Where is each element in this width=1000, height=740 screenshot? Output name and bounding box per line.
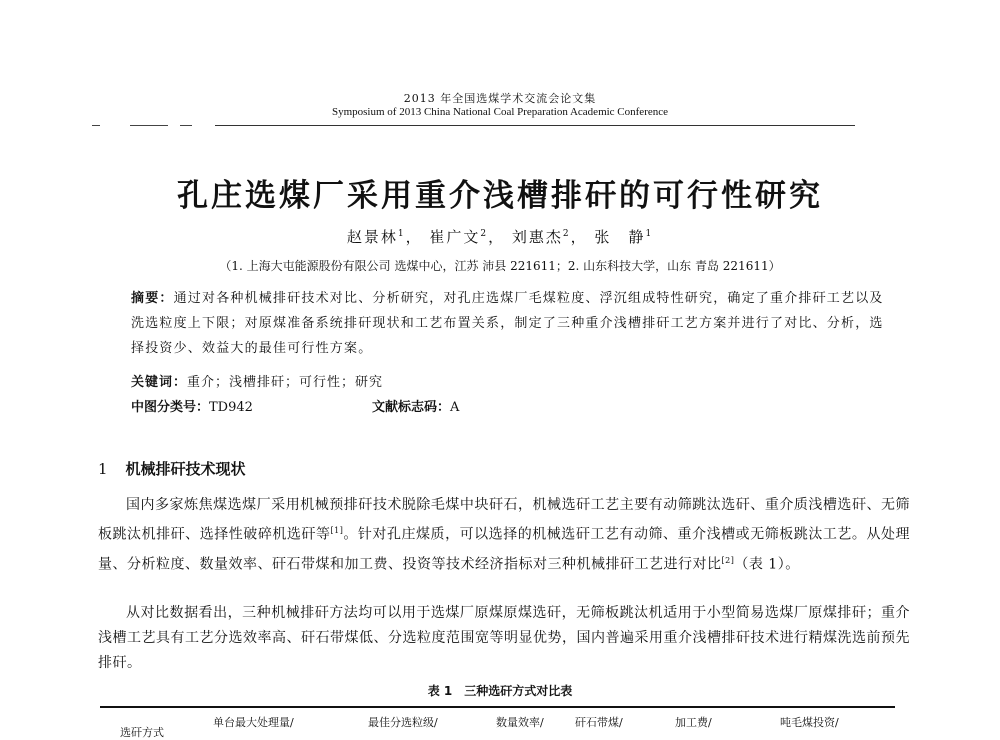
table-header-cell: 选矸方式 [120, 726, 164, 739]
author-name: 赵景林 [346, 228, 398, 246]
doc-code-value: A [450, 400, 460, 415]
para2-text: 从对比数据看出，三种机械排矸方法均可以用于选煤厂原煤原煤选矸，无筛板跳汰机适用于小型简易选煤厂原煤排矸；重介浅槽工艺具有工艺分选效率高、矸石带煤低、分选粒度范围宽等明显优势，国内普遍采用重介浅槽排矸技术进行精煤洗选前预先排矸。 [98, 605, 910, 671]
author-affil-mark: 1 [645, 229, 654, 239]
running-header-cn: 2013 年全国选煤学术交流会论文集 [403, 92, 597, 105]
table-header-cell: 单台最大处理量/ [213, 716, 294, 729]
table-header-cell: 数量效率/ [496, 716, 544, 729]
clc-number [131, 396, 253, 415]
doc-code-label: 文献标志码： [372, 400, 451, 415]
author-list: 赵景林$^1$， 崔广文$^2$， 刘惠杰$^2$， 张 静$^1$ [346, 228, 654, 246]
para1-text-c: （表 1）。 [734, 556, 800, 573]
header-rule-dash [92, 125, 100, 126]
document-code [372, 396, 459, 415]
table-header-cell: 加工费/ [675, 716, 712, 729]
section-number: 1 [98, 460, 108, 478]
table-header-cell: 最佳分选粒级/ [368, 716, 438, 729]
section-title: 机械排矸技术现状 [125, 460, 246, 478]
para1-text-b: 。针对孔庄煤质，可以选择的机械选矸工艺有动筛、重介浅槽或无筛板跳汰工艺。从处理量、分析粒度、数量效率、矸石带煤和加工费、投资等技术经济指标对三种机械排矸工艺进行对比 [98, 526, 911, 573]
abstract-text: 通过对各种机械排矸技术对比、分析研究，对孔庄选煤厂毛煤粒度、浮沉组成特性研究，确定了重介排矸工艺以及洗选粒度上下限；对原煤准备系统排矸现状和工艺布置关系，制定了三种重介浅槽排矸工艺方案并进行了对比、分析，选择投资少、效益大的最佳可行性方案。 [131, 291, 884, 356]
affiliations: （1. 上海大屯能源股份有限公司 选煤中心，江苏 沛县 221611；2. 山东科技大学，山东 青岛 221611） [219, 259, 781, 273]
body-paragraph-2 [98, 601, 910, 676]
table-title: 三种选矸方式对比表 [464, 684, 573, 698]
table-header-cell: 吨毛煤投资/ [780, 716, 839, 729]
author-affil-mark: 2 [480, 229, 489, 239]
clc-value: TD942 [209, 400, 253, 415]
table-number: 表 1 [427, 684, 453, 698]
table-caption [0, 682, 1000, 699]
running-header-en: Symposium of 2013 China National Coal Preparation Academic Conference [331, 106, 669, 118]
abstract [131, 286, 891, 361]
para1-text-a: 国内多家炼焦煤选煤厂采用机械预排矸技术脱除毛煤中块矸石，机械选矸工艺主要有动筛跳汰选矸、重介质浅槽选矸、无筛板跳汰机排矸、选择性破碎机选矸等 [98, 497, 910, 543]
keywords [131, 371, 383, 390]
abstract-label: 摘要： [131, 291, 174, 306]
author-affil-mark: 2 [562, 229, 571, 239]
section-heading [98, 458, 246, 479]
header-rule [215, 125, 855, 126]
author-name: 刘惠杰 [511, 228, 563, 246]
author-affil-mark: 1 [397, 229, 406, 239]
header-rule-dash [180, 125, 192, 126]
header-rule-dash [130, 125, 168, 126]
citation-ref[interactable]: [2] [721, 555, 735, 565]
clc-label: 中图分类号： [131, 400, 210, 415]
author-name: 崔广文 [429, 228, 481, 246]
keywords-label: 关键词： [131, 375, 188, 390]
keywords-text: 重介；浅槽排矸；可行性；研究 [187, 375, 384, 390]
paper-title: 孔庄选煤厂采用重介浅槽排矸的可行性研究 [177, 178, 823, 214]
table-header-cell: 矸石带煤/ [575, 716, 623, 729]
citation-ref[interactable]: [1] [330, 526, 344, 535]
author-name: 张 静 [594, 228, 646, 246]
table-top-rule [100, 706, 895, 708]
body-paragraph-1 [98, 493, 910, 577]
